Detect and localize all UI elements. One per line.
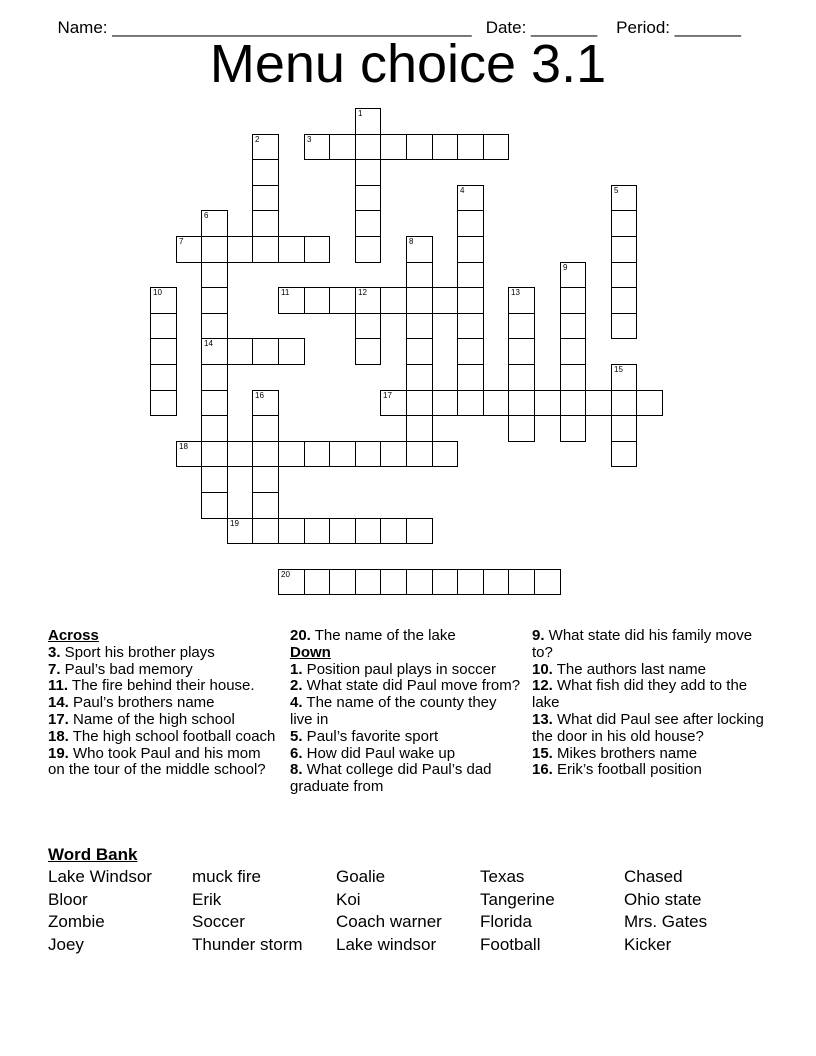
crossword-cell[interactable]	[252, 415, 279, 442]
down-clue: 6. How did Paul wake up	[290, 744, 456, 762]
down-clue: 9. What state did his family move to?	[532, 627, 753, 661]
crossword-cell[interactable]	[380, 518, 407, 544]
date-field[interactable]: Date: _______	[485, 18, 598, 37]
word-bank-item: Soccer	[192, 912, 245, 932]
crossword-cell[interactable]	[611, 313, 637, 339]
clue-number: 7	[179, 237, 184, 246]
crossword-cell[interactable]	[201, 287, 228, 314]
down-clue: 16. Erik’s football position	[532, 761, 702, 779]
crossword-cell[interactable]	[201, 364, 228, 391]
crossword-cell[interactable]	[457, 338, 484, 365]
crossword-cell[interactable]	[406, 287, 433, 314]
crossword-cell[interactable]	[534, 390, 561, 416]
name-field[interactable]: Name: ______________________________________	[57, 18, 472, 37]
crossword-cell[interactable]	[406, 338, 433, 365]
crossword-cell[interactable]	[380, 287, 407, 314]
clues-column-1	[48, 628, 280, 779]
across-clue: 20. The name of the lake	[290, 627, 456, 644]
period-field[interactable]: Period: _______	[616, 18, 741, 37]
crossword-cell[interactable]	[457, 364, 484, 391]
crossword-cell[interactable]	[227, 441, 253, 467]
clue-number: 15	[614, 365, 623, 374]
crossword-cell[interactable]	[432, 134, 458, 160]
crossword-cell[interactable]	[457, 210, 484, 237]
crossword-cell[interactable]	[432, 569, 458, 595]
down-clue: 15. Mikes brothers name	[532, 744, 698, 762]
crossword-cell[interactable]	[380, 569, 407, 595]
crossword-cell[interactable]	[380, 134, 407, 160]
clue-number: 16	[255, 391, 264, 400]
across-heading: Across	[48, 627, 99, 644]
clue-number: 14	[204, 339, 213, 348]
crossword-cell[interactable]	[201, 210, 228, 237]
crossword-cell[interactable]	[560, 287, 586, 314]
word-bank-item: Mrs. Gates	[624, 912, 708, 932]
crossword-cell[interactable]	[201, 390, 228, 416]
down-clue: 8. What college did Paul’s dad graduate from	[290, 761, 492, 796]
crossword-cell[interactable]	[611, 415, 637, 442]
word-bank-item: Ohio state	[624, 889, 702, 909]
crossword-cell[interactable]	[406, 364, 433, 391]
crossword-cell[interactable]	[457, 134, 484, 160]
crossword-cell[interactable]	[329, 134, 356, 160]
crossword-cell[interactable]	[508, 390, 535, 416]
word-bank-item: Goalie	[336, 867, 386, 886]
word-bank-item: Football	[480, 935, 541, 955]
crossword-cell[interactable]	[201, 441, 228, 467]
word-bank-item: Bloor	[48, 889, 88, 909]
crossword-cell[interactable]	[380, 390, 407, 416]
down-clue: 1. Position paul plays in soccer	[290, 660, 496, 678]
crossword-cell[interactable]	[406, 390, 433, 416]
crossword-cell[interactable]	[278, 569, 305, 595]
crossword-cell[interactable]	[406, 441, 433, 467]
crossword-cell[interactable]	[457, 569, 484, 595]
crossword-cell[interactable]	[585, 390, 612, 416]
crossword-cell[interactable]	[432, 441, 458, 467]
crossword-cell[interactable]	[355, 313, 381, 339]
crossword-cell[interactable]	[150, 338, 177, 365]
across-clue: 17. Name of the high school	[48, 710, 235, 728]
crossword-cell[interactable]	[201, 492, 228, 519]
crossword-cell[interactable]	[304, 287, 330, 314]
crossword-cell[interactable]	[278, 287, 305, 314]
crossword-cell[interactable]	[560, 313, 586, 339]
across-clue: 11. The fire behind their house.	[48, 677, 255, 695]
crossword-cell[interactable]	[508, 364, 535, 391]
crossword-cell[interactable]	[534, 569, 561, 595]
crossword-cell[interactable]	[508, 287, 535, 314]
crossword-cell[interactable]	[508, 415, 535, 442]
crossword-cell[interactable]	[432, 390, 458, 416]
crossword-cell[interactable]	[201, 313, 228, 339]
crossword-cell[interactable]	[355, 287, 381, 314]
crossword-cell[interactable]	[355, 185, 381, 211]
crossword-cell[interactable]	[457, 236, 484, 263]
crossword-cell[interactable]	[457, 287, 484, 314]
clue-number: 8	[409, 237, 414, 246]
word-bank-item: Tangerine	[480, 889, 555, 909]
crossword-cell[interactable]	[611, 185, 637, 211]
across-clue: 3. Sport his brother plays	[48, 643, 215, 661]
crossword-cell[interactable]	[611, 236, 637, 263]
crossword-cell[interactable]	[278, 518, 305, 544]
crossword-cell[interactable]	[278, 338, 305, 365]
crossword-cell[interactable]	[611, 287, 637, 314]
crossword-cell[interactable]	[560, 415, 586, 442]
down-clue: 5. Paul’s favorite sport	[290, 727, 439, 745]
crossword-cell[interactable]	[252, 441, 279, 467]
word-bank-item: Koi	[336, 889, 361, 909]
crossword-cell[interactable]	[227, 518, 253, 544]
crossword-cell[interactable]	[252, 338, 279, 365]
word-bank-item: Erik	[192, 889, 222, 909]
clue-number: 12	[358, 288, 367, 297]
crossword-cell[interactable]	[355, 518, 381, 544]
crossword-cell[interactable]	[201, 262, 228, 288]
crossword-cell[interactable]	[150, 390, 177, 416]
crossword-cell[interactable]	[252, 134, 279, 160]
crossword-cell[interactable]	[406, 236, 433, 263]
clue-number: 19	[230, 519, 239, 528]
crossword-cell[interactable]	[457, 262, 484, 288]
clue-number: 17	[383, 391, 392, 400]
crossword-cell[interactable]	[483, 569, 509, 595]
crossword-cell[interactable]	[304, 569, 330, 595]
crossword-cell[interactable]	[406, 313, 433, 339]
crossword-cell[interactable]	[150, 313, 177, 339]
page-title: Menu choice 3.1	[209, 34, 607, 94]
word-bank-item: Lake windsor	[336, 935, 437, 955]
crossword-cell[interactable]	[406, 262, 433, 288]
clue-number: 20	[281, 570, 290, 579]
clue-number: 3	[307, 135, 312, 144]
crossword-cell[interactable]	[355, 134, 381, 160]
crossword-cell[interactable]	[406, 415, 433, 442]
crossword-cell[interactable]	[355, 569, 381, 595]
across-clue: 19. Who took Paul and his mom on the tour of the middle school?	[48, 744, 266, 779]
word-bank-item: Chased	[624, 867, 683, 886]
word-bank-title: Word Bank	[48, 845, 138, 864]
across-clue: 14. Paul’s brothers name	[48, 694, 215, 712]
crossword-cell[interactable]	[611, 262, 637, 288]
clue-number: 11	[281, 288, 290, 297]
crossword-cell[interactable]	[380, 441, 407, 467]
clue-number: 18	[179, 442, 188, 451]
word-bank-item: Thunder storm	[192, 935, 303, 955]
crossword-cell[interactable]	[457, 390, 484, 416]
crossword-cell[interactable]	[252, 390, 279, 416]
word-bank-item: Joey	[48, 935, 84, 955]
crossword-cell[interactable]	[329, 287, 356, 314]
crossword-cell[interactable]	[252, 492, 279, 519]
down-heading: Down	[290, 643, 331, 661]
crossword-cell[interactable]	[176, 236, 202, 263]
across-clue: 18. The high school football coach	[48, 727, 276, 745]
crossword-cell[interactable]	[432, 287, 458, 314]
clues-column-3	[532, 628, 764, 779]
crossword-cell[interactable]	[252, 210, 279, 237]
clue-number: 6	[204, 211, 209, 220]
crossword-cell[interactable]	[227, 236, 253, 263]
word-bank-item: muck fire	[192, 867, 261, 886]
crossword-cell[interactable]	[252, 466, 279, 493]
crossword-cell[interactable]	[560, 338, 586, 365]
word-bank-item: Kicker	[624, 935, 672, 955]
crossword-cell[interactable]	[329, 569, 356, 595]
crossword-cell[interactable]	[611, 210, 637, 237]
crossword-cell[interactable]	[201, 236, 228, 263]
crossword-cell[interactable]	[355, 210, 381, 237]
crossword-cell[interactable]	[227, 338, 253, 365]
word-bank-item: Texas	[480, 867, 525, 886]
crossword-cell[interactable]	[201, 338, 228, 365]
crossword-cell[interactable]	[252, 159, 279, 186]
crossword-cell[interactable]	[483, 390, 509, 416]
crossword-cell[interactable]	[201, 466, 228, 493]
crossword-cell[interactable]	[355, 108, 381, 135]
crossword-cell[interactable]	[636, 390, 663, 416]
clue-number: 5	[614, 186, 619, 195]
crossword-cell[interactable]	[252, 236, 279, 263]
crossword-cell[interactable]	[278, 441, 305, 467]
clues-column-2	[290, 628, 522, 796]
crossword-cell[interactable]	[560, 262, 586, 288]
down-clue: 4. The name of the county they live in	[290, 694, 497, 728]
down-clue: 2. What state did Paul move from?	[290, 677, 521, 695]
crossword-cell[interactable]	[304, 518, 330, 544]
word-bank-item: Zombie	[48, 912, 105, 932]
clue-number: 1	[358, 109, 363, 118]
word-bank-item: Lake Windsor	[48, 867, 152, 886]
crossword-cell[interactable]	[406, 569, 433, 595]
crossword-cell[interactable]	[176, 441, 202, 467]
across-clue: 7. Paul’s bad memory	[48, 660, 193, 678]
crossword-cell[interactable]	[304, 441, 330, 467]
crossword-cell[interactable]	[508, 569, 535, 595]
crossword-cell[interactable]	[560, 390, 586, 416]
clue-number: 10	[153, 288, 162, 297]
word-bank-item: Coach warner	[336, 912, 442, 932]
crossword-cell[interactable]	[355, 441, 381, 467]
crossword-cell[interactable]	[329, 441, 356, 467]
crossword-cell[interactable]	[483, 134, 509, 160]
crossword-cell[interactable]	[355, 159, 381, 186]
crossword-cell[interactable]	[329, 518, 356, 544]
crossword-cell[interactable]	[150, 364, 177, 391]
down-clue: 13. What did Paul see after locking the door in his old house?	[532, 710, 764, 745]
down-clue: 12. What fish did they add to the lake	[532, 677, 748, 712]
crossword-cell[interactable]	[560, 364, 586, 391]
crossword-cell[interactable]	[252, 185, 279, 211]
crossword-cell[interactable]	[355, 338, 381, 365]
crossword-cell[interactable]	[611, 441, 637, 467]
crossword-cell[interactable]	[278, 236, 305, 263]
crossword-cell[interactable]	[304, 236, 330, 263]
clue-number: 13	[511, 288, 520, 297]
crossword-cell[interactable]	[457, 185, 484, 211]
crossword-cell[interactable]	[611, 390, 637, 416]
word-bank-item: Florida	[480, 912, 532, 932]
crossword-cell[interactable]	[508, 313, 535, 339]
crossword-cell[interactable]	[252, 518, 279, 544]
crossword-cell[interactable]	[406, 518, 433, 544]
crossword-cell[interactable]	[406, 134, 433, 160]
clue-number: 4	[460, 186, 465, 195]
clue-number: 9	[563, 263, 568, 272]
crossword-cell[interactable]	[150, 287, 177, 314]
crossword-cell[interactable]	[201, 415, 228, 442]
crossword-cell[interactable]	[508, 338, 535, 365]
down-clue: 10. The authors last name	[532, 660, 707, 678]
crossword-cell[interactable]	[355, 236, 381, 263]
crossword-cell[interactable]	[611, 364, 637, 391]
crossword-cell[interactable]	[304, 134, 330, 160]
clue-number: 2	[255, 135, 260, 144]
crossword-cell[interactable]	[457, 313, 484, 339]
